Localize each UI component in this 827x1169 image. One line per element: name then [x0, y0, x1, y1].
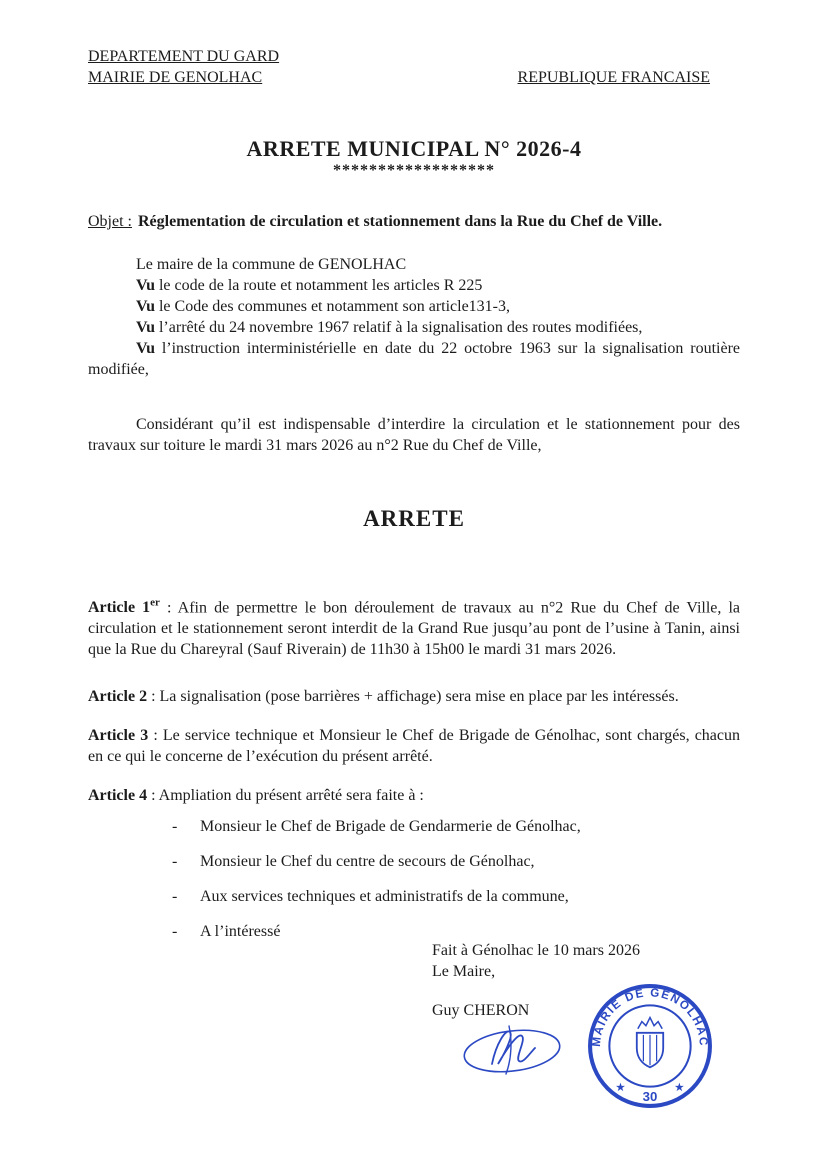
- vu-line-4: [88, 338, 740, 380]
- dash-bullet: -: [172, 853, 178, 871]
- vu-text: le Code des communes et notamment son article131-3,: [158, 298, 511, 315]
- article-2-separator: :: [147, 688, 160, 706]
- vu-text: l’instruction interministérielle en date du 22 octobre 1963 sur la signalisation routière modifiée,: [88, 340, 741, 378]
- mairie-line: MAIRIE DE GENOLHAC: [88, 69, 263, 86]
- list-item: [88, 851, 740, 872]
- stamp-star-right-icon: ★: [674, 1082, 685, 1094]
- vu-text: le code de la route et notamment les articles R 225: [158, 277, 483, 294]
- preamble-intro: Le maire de la commune de GENOLHAC: [136, 256, 407, 273]
- vu-label: Vu: [136, 319, 155, 336]
- handwritten-signature-icon: [460, 1018, 568, 1082]
- place-date-line: Fait à Génolhac le 10 mars 2026: [432, 942, 640, 959]
- article-3: [88, 725, 740, 767]
- article-3-label: Article 3: [88, 727, 149, 745]
- article-2-label: Article 2: [88, 688, 148, 706]
- article-4-text: Ampliation du présent arrêté sera faite à :: [158, 787, 424, 805]
- document-header: [88, 46, 740, 88]
- vu-line-3: [88, 317, 740, 338]
- stamp-star-left-icon: ★: [615, 1082, 626, 1094]
- document-content: [88, 46, 740, 956]
- objet-line: [88, 211, 740, 232]
- ampliation-list: [88, 816, 740, 942]
- vu-line-1: [88, 275, 740, 296]
- article-2-text: La signalisation (pose barrières + affichage) sera mise en place par les intéressés.: [159, 688, 679, 706]
- list-item-text: Aux services techniques et administratifs de la commune,: [200, 888, 569, 906]
- dash-bullet: -: [172, 888, 178, 906]
- preamble-block: [88, 254, 740, 380]
- article-4-label: Article 4: [88, 787, 148, 805]
- article-1-label: Article 1er: [88, 597, 160, 617]
- stamp-number: 30: [642, 1088, 658, 1104]
- list-item: [88, 921, 740, 942]
- list-item-text: A l’intéressé: [200, 923, 281, 941]
- article-3-separator: :: [148, 727, 163, 745]
- article-4-separator: :: [147, 787, 159, 805]
- objet-text: Réglementation de circulation et stationnement dans la Rue du Chef de Ville.: [138, 213, 663, 230]
- signer-name: Guy CHERON: [432, 1002, 530, 1019]
- vu-text: l’arrêté du 24 novembre 1967 relatif à la signalisation des routes modifiées,: [158, 319, 643, 336]
- objet-label: Objet :: [88, 213, 132, 230]
- arrete-heading: ARRETE: [363, 506, 465, 531]
- asterisks-divider: ******************: [333, 162, 495, 179]
- municipal-stamp: [586, 982, 714, 1110]
- article-4: [88, 785, 740, 806]
- document-title: ARRETE MUNICIPAL N° 2026-4: [246, 136, 582, 161]
- list-item-text: Monsieur le Chef du centre de secours de Génolhac,: [200, 853, 535, 871]
- republique-line: REPUBLIQUE FRANCAISE: [517, 69, 710, 86]
- article-1-text: Afin de permettre le bon déroulement de travaux au n°2 Rue du Chef de Ville, la circulation et le stationnement seront interdit de la Grand Rue jusqu’au pont de l’usine à Tanin, ainsi que la Rue du Chareyral (Sauf Riverain) de 11h30 à 15h00 le mardi 31 mars 2026.: [88, 599, 741, 659]
- vu-label: Vu: [136, 298, 155, 315]
- stamp-ring-text: MAIRIE DE GÉNOLHAC: [589, 986, 711, 1048]
- dash-bullet: -: [172, 818, 178, 836]
- article-1-separator: :: [159, 599, 178, 617]
- list-item: [88, 886, 740, 907]
- vu-label: Vu: [136, 340, 155, 357]
- dash-bullet: -: [172, 923, 178, 941]
- list-item: [88, 816, 740, 837]
- article-1: [88, 593, 740, 660]
- considerant-paragraph: Considérant qu’il est indispensable d’interdire la circulation et le stationnement pour des travaux sur toiture le mardi 31 mars 2026 au n°2 Rue du Chef de Ville,: [88, 416, 740, 454]
- header-left-block: [88, 46, 279, 88]
- article-2: [88, 686, 740, 707]
- article-3-text: Le service technique et Monsieur le Chef de Brigade de Génolhac, sont chargés, chacun en ce qui le concerne de l’exécution du présent arrêté.: [88, 727, 741, 766]
- vu-label: Vu: [136, 277, 155, 294]
- list-item-text: Monsieur le Chef de Brigade de Gendarmerie de Génolhac,: [200, 818, 581, 836]
- maire-title-line: Le Maire,: [432, 963, 496, 980]
- vu-line-2: [88, 296, 740, 317]
- stamp-crest-icon: [637, 1018, 663, 1068]
- department-line: DEPARTEMENT DU GARD: [88, 48, 280, 65]
